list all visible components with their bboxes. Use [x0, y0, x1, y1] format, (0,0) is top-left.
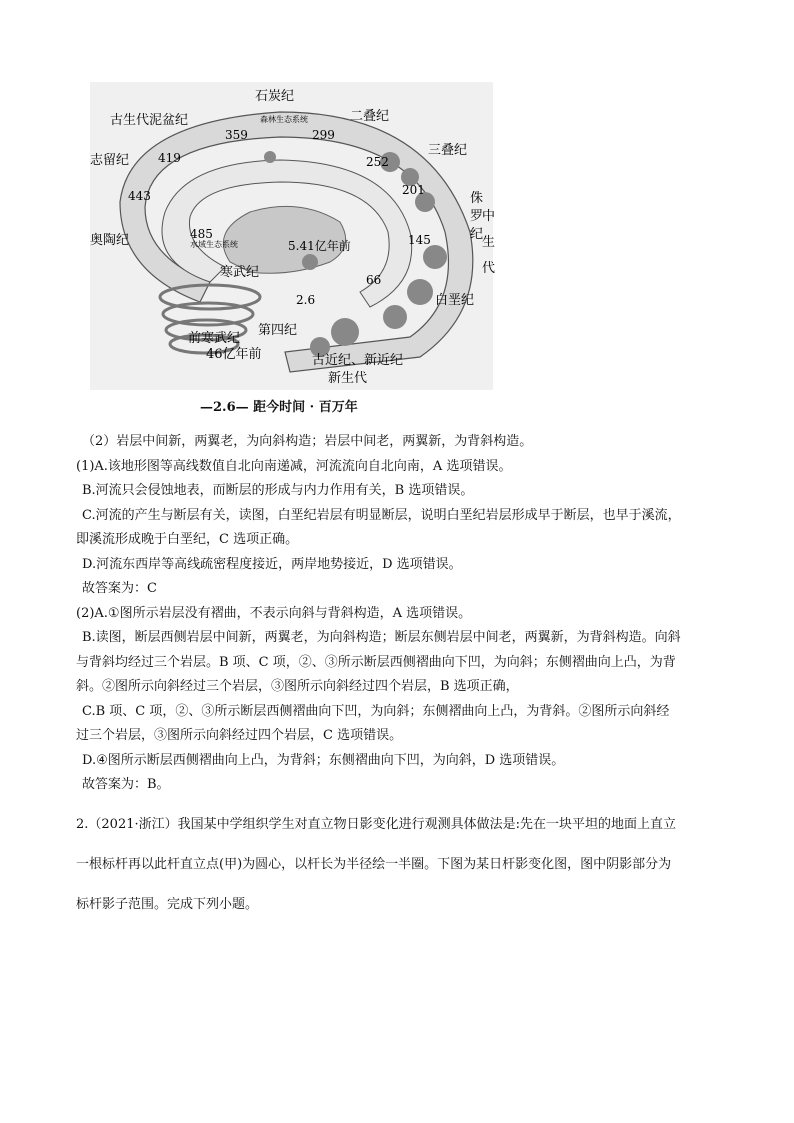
label-ordovician: 奥陶纪 [90, 233, 130, 248]
age-number-66: 66 [366, 273, 382, 287]
age-number-2.6: 2.6 [296, 293, 316, 307]
text-line: B.读图，断层西侧岩层中间新，两翼老，为向斜构造；断层东侧岩层中间老，两翼新，为背斜构造。向斜 [82, 630, 681, 645]
age-number-485: 485 [190, 227, 213, 241]
text-line: B.河流只会侵蚀地表，而断层的形成与内力作用有关，B 选项错误。 [82, 483, 474, 498]
label-cambrian: 寒武纪 [220, 265, 260, 280]
label-forest-ecosystem: 森林生态系统 [260, 115, 308, 124]
age-number-419: 419 [158, 151, 181, 165]
question-line: 2.（2021·浙江）我国某中学组织学生对直立物日影变化进行观测具体做法是:先在一块平坦的地面上直立 [76, 817, 677, 832]
label-jurassic-1: 侏 [470, 191, 484, 206]
label-precambrian: 前寒武纪 [188, 331, 241, 346]
text-line: D.④图所示断层西侧褶曲向上凸，为背斜；东侧褶曲向下凹，为向斜，D 选项错误。 [82, 752, 565, 768]
text-line: 与背斜均经过三个岩层。B 项、C 项，②、③所示断层西侧褶曲向下凹，为向斜；东侧褶曲向上凸，为背 [76, 654, 676, 670]
label-4.6-billion: 46亿年前 [206, 347, 262, 362]
text-line: (1)A.该地形图等高线数值自北向南递减，河流流向自北向南，A 选项错误。 [76, 458, 512, 474]
age-number-443: 443 [128, 189, 151, 203]
label-permian: 二叠纪 [350, 109, 390, 124]
text-line: C.河流的产生与断层有关，读图，白垩纪岩层有明显断层，说明白垩纪岩层形成早于断层，也早于溪流， [82, 507, 681, 523]
label-mesozoic-2: 生 [482, 235, 496, 250]
label-triassic: 三叠纪 [428, 143, 468, 158]
question-line: 一根标杆再以此杆直立点(甲)为圆心，以杆长为半径绘一半圈。下图为某日杆影变化图，图中阴影部分为 [76, 857, 672, 872]
label-jurassic-2: 罗 [470, 209, 484, 224]
label-jurassic-3: 纪 [470, 227, 484, 242]
text-line: (2)A.①图所示岩层没有褶曲，不表示向斜与背斜构造，A 选项错误。 [76, 605, 472, 621]
age-number-299: 299 [312, 128, 335, 142]
label-mesozoic-1: 中 [482, 209, 496, 224]
label-devonian: 古生代泥盆纪 [110, 113, 189, 128]
text-line: 过三个岩层，③图所示向斜经过四个岩层，C 选项错误。 [76, 728, 403, 743]
geologic-time-spiral-figure [90, 82, 496, 390]
label-541-million: 5.41亿年前 [288, 239, 351, 253]
age-number-359: 359 [225, 128, 248, 142]
label-water-ecosystem: 水域生态系统 [190, 240, 238, 249]
label-silurian: 志留纪 [90, 153, 130, 168]
answer-explanation [76, 430, 726, 798]
spiral-illustration [90, 82, 496, 390]
age-number-252: 252 [366, 155, 389, 169]
text-line: 斜。②图所示向斜经过三个岩层，③图所示向斜经过四个岩层，B 选项正确， [76, 679, 519, 694]
label-quaternary: 第四纪 [258, 323, 298, 338]
label-mesozoic-3: 代 [482, 261, 496, 276]
text-line: 故答案为：C [82, 581, 157, 596]
label-carboniferous: 石炭纪 [255, 89, 295, 104]
figure-caption: —2.6— 距今时间 · 百万年 [200, 400, 358, 415]
question-2 [76, 805, 726, 925]
label-cretaceous: 白垩纪 [435, 293, 475, 308]
text-line: C.B 项、C 项，②、③所示断层西侧褶曲向下凹，为向斜；东侧褶曲向上凸，为背斜。②图所示向斜经 [82, 703, 670, 719]
age-number-201: 201 [402, 183, 425, 197]
label-paleogene-neogene: 古近纪、新近纪 [312, 353, 404, 368]
question-line: 标杆影子范围。完成下列小题。 [76, 897, 259, 912]
label-cenozoic: 新生代 [328, 371, 368, 386]
text-line: 故答案为：B。 [82, 777, 170, 792]
text-line: 即溪流形成晚于白垩纪，C 选项正确。 [76, 532, 299, 547]
age-number-145: 145 [408, 233, 431, 247]
text-line: （2）岩层中间新，两翼老，为向斜构造；岩层中间老，两翼新，为背斜构造。 [82, 434, 533, 449]
text-line: D.河流东西岸等高线疏密程度接近，两岸地势接近，D 选项错误。 [82, 556, 462, 572]
